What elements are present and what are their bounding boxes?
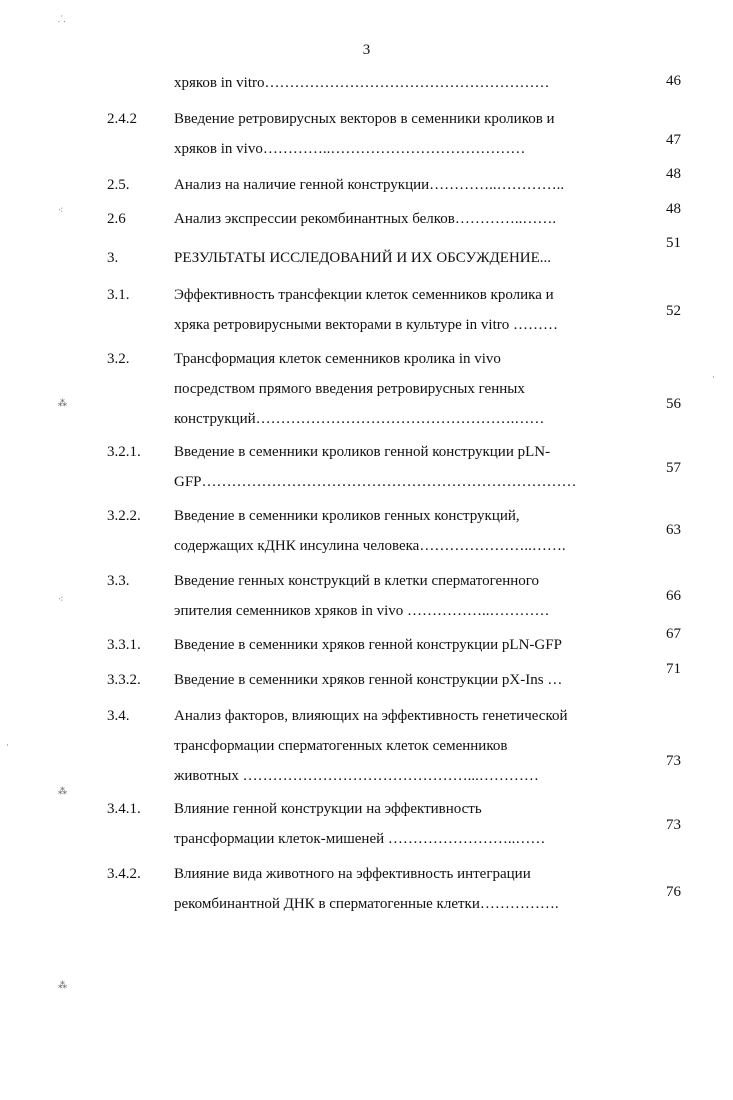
toc-entry-number: 3.3. [107, 573, 130, 589]
toc-entry-page: 66 [666, 588, 681, 604]
toc-entry-title-line: хряков in vivo…………..………………………………… [174, 141, 526, 157]
toc-entry-page: 48 [666, 166, 681, 182]
toc-entry-title-line: хряка ретровирусными векторами в культуре in vitro ……… [174, 317, 559, 333]
toc-entry-number: 3.2.2. [107, 508, 141, 524]
toc-entry-title-line: Анализ экспрессии рекомбинантных белков…………..……. [174, 211, 557, 227]
toc-entry-title-line: хряков in vitro………………………………………………… [174, 75, 550, 91]
toc-entry-title [174, 170, 644, 200]
toc-entry-page: 73 [666, 753, 681, 769]
toc-entry-title-line: Введение в семенники кроликов генных конструкций, [174, 508, 520, 524]
toc-entry-title [174, 104, 644, 164]
toc-entry-title-line: Введение в семенники хряков генной конструкции pX-Ins … [174, 672, 563, 688]
toc-entry-number: 2.4.2 [107, 111, 137, 127]
toc-entry-title [174, 859, 644, 919]
toc-entry-page: 52 [666, 303, 681, 319]
toc-entry-title-line: трансформации клеток-мишеней ……………………..…… [174, 831, 546, 847]
toc-entry-page: 67 [666, 626, 681, 642]
scan-speck: · [712, 372, 714, 382]
toc-entry-number: 2.6 [107, 211, 126, 227]
toc-entry-page: 48 [666, 201, 681, 217]
toc-entry-title-line: Введение генных конструкций в клетки сперматогенного [174, 573, 540, 589]
toc-entry-title-line: Введение в семенники кроликов генной конструкции pLN- [174, 444, 551, 460]
toc-entry-title [174, 501, 644, 561]
toc-entry-title-line: GFP………………………………………………………………… [174, 474, 577, 490]
toc-entry-number: 3.2. [107, 351, 130, 367]
scan-speck: · [6, 740, 8, 750]
toc-entry-page: 47 [666, 132, 681, 148]
toc-entry-page: 71 [666, 661, 681, 677]
toc-entry-page: 76 [666, 884, 681, 900]
toc-entry-title-line: содержащих кДНК инсулина человека…………………..……. [174, 538, 566, 554]
toc-entry-number: 3.3.2. [107, 672, 141, 688]
toc-entry-title-line: посредством прямого введения ретровирусных генных [174, 381, 525, 397]
toc-entry-number: 3.4.1. [107, 801, 141, 817]
toc-entry-title [174, 437, 644, 497]
toc-entry-title [174, 630, 644, 660]
toc-entry-title [174, 665, 644, 695]
toc-entry-title [174, 701, 644, 791]
toc-entry-title-line: эпителия семенников хряков in vivo ……………..………… [174, 603, 550, 619]
scan-speck: ⁖ [58, 205, 63, 215]
toc-entry-number: 3.1. [107, 287, 130, 303]
toc-entry-title [174, 566, 644, 626]
toc-entry-number: 3.3.1. [107, 637, 141, 653]
toc-entry-title-line: Анализ факторов, влияющих на эффективность генетической [174, 708, 568, 724]
toc-entry-number: 3.4. [107, 708, 130, 724]
toc-entry-title [174, 280, 644, 340]
scan-speck: ⁂ [58, 980, 66, 990]
toc-entry-title [174, 68, 644, 98]
toc-entry-page: 73 [666, 817, 681, 833]
scan-speck: ⁂ [58, 786, 66, 796]
toc-entry-title-line: Трансформация клеток семенников кролика in vivo [174, 351, 501, 367]
toc-entry-number: 3.4.2. [107, 866, 141, 882]
scan-speck: ⸫ [58, 14, 65, 24]
toc-entry-number: 3. [107, 250, 119, 266]
toc-entry-page: 46 [666, 73, 681, 89]
toc-entry-title-line: трансформации сперматогенных клеток семенников [174, 738, 508, 754]
toc-entry-title-line: Влияние вида животного на эффективность интеграции [174, 866, 531, 882]
toc-entry-title-line: Влияние генной конструкции на эффективность [174, 801, 482, 817]
toc-entry-number: 3.2.1. [107, 444, 141, 460]
toc-entry-title-line: Введение ретровирусных векторов в семенники кроликов и [174, 111, 555, 127]
toc-entry-title-line: конструкций…………………………………………….…… [174, 411, 545, 427]
scan-speck: ⁖ [58, 594, 63, 604]
scan-speck: ⁂ [58, 398, 66, 408]
toc-entry-title-line: РЕЗУЛЬТАТЫ ИССЛЕДОВАНИЙ И ИХ ОБСУЖДЕНИЕ... [174, 250, 552, 266]
toc-entry-number: 2.5. [107, 177, 130, 193]
toc-entry-title-line: Введение в семенники хряков генной конструкции pLN-GFP [174, 637, 562, 653]
toc-entry-title-line: Эффективность трансфекции клеток семенников кролика и [174, 287, 554, 303]
toc-entry-page: 63 [666, 522, 681, 538]
toc-entry-page: 56 [666, 396, 681, 412]
toc-entry-title [174, 794, 644, 854]
toc-entry-title [174, 243, 644, 273]
page-number: 3 [362, 42, 371, 58]
toc-entry-title [174, 204, 644, 234]
toc-entry-title-line: животных ………………………………………...………… [174, 768, 539, 784]
toc-entry-title-line: рекомбинантной ДНК в сперматогенные клетки……………. [174, 896, 559, 912]
toc-entry-title-line: Анализ на наличие генной конструкции…………..………….. [174, 177, 565, 193]
toc-entry-title [174, 344, 644, 434]
toc-entry-page: 57 [666, 460, 681, 476]
toc-entry-page: 51 [666, 235, 681, 251]
